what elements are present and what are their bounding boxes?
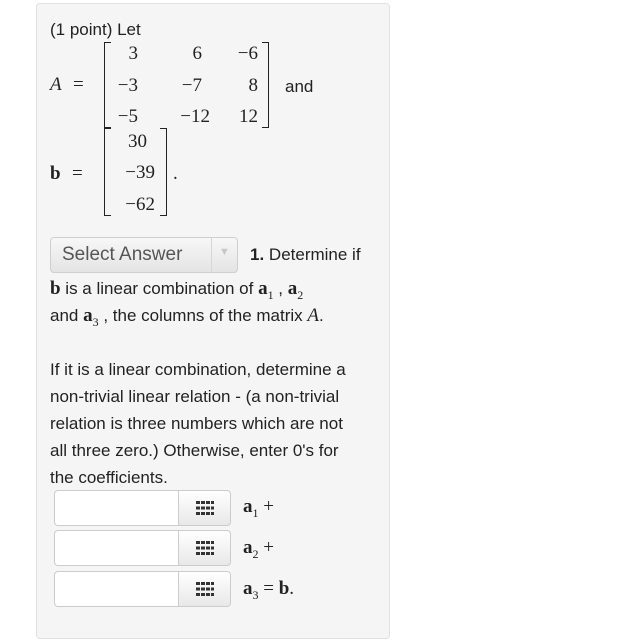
matrix-cell: −6	[237, 43, 258, 64]
coefficient-input-2[interactable]	[54, 530, 178, 566]
matrix-cell: 3	[128, 43, 138, 64]
coefficient-label-2: $a_2$ +	[243, 537, 274, 561]
vector-b-symbol: b	[50, 278, 61, 299]
question-line-2	[50, 278, 303, 306]
question-line-3	[50, 305, 324, 333]
grid-icon	[195, 581, 215, 597]
matrix-cell: −7	[181, 75, 202, 96]
vector-a2-symbol: $a_2$	[287, 278, 304, 302]
vector-period: .	[173, 163, 178, 184]
instruction-line: all three zero.) Otherwise, enter 0's for	[50, 441, 339, 460]
matrix-cell: −12	[180, 106, 210, 127]
coefficient-label-3: $a_3 = b$.	[243, 578, 295, 602]
instruction-line: non-trivial linear relation - (a non-trivial	[50, 387, 340, 406]
select-divider	[211, 238, 212, 272]
question-text: , the columns of the matrix	[98, 306, 308, 325]
coefficient-row-2	[54, 530, 231, 566]
and-text: and	[285, 77, 314, 96]
question-number: 1.	[250, 245, 265, 264]
chevron-down-icon: ▼	[219, 246, 230, 258]
vector-a3-symbol: $a_3$	[83, 305, 99, 329]
grid-icon	[195, 500, 215, 516]
instruction-line: If it is a linear combination, determine a	[50, 360, 346, 379]
coefficient-row-1	[54, 490, 231, 526]
vector-cell: 30	[128, 131, 147, 152]
question-text: and	[50, 306, 84, 325]
matrix-cell: 8	[248, 75, 258, 96]
matrix-cell: −3	[117, 75, 138, 96]
problem-intro: (1 point) Let	[50, 20, 141, 39]
vector-cell: −62	[125, 194, 155, 215]
question-text: is a linear combination of	[60, 279, 259, 298]
matrix-entry-button[interactable]	[178, 530, 231, 566]
matrix-cell: 6	[192, 43, 202, 64]
coefficient-input-3[interactable]	[54, 571, 178, 607]
instruction-line: relation is three numbers which are not	[50, 414, 343, 433]
equals-sign: =	[73, 74, 84, 95]
coefficient-label-1: $a_1$ +	[243, 496, 274, 520]
coefficient-input-1[interactable]	[54, 490, 178, 526]
equals-sign: =	[72, 163, 83, 184]
vector-name: b	[50, 163, 61, 184]
question-text: Determine if	[264, 245, 361, 264]
matrix-entry-button[interactable]	[178, 571, 231, 607]
vector-a1-symbol: $a_1$	[258, 278, 274, 302]
grid-icon	[195, 540, 215, 556]
matrix-a-symbol: A	[307, 305, 320, 326]
question-period: .	[319, 306, 324, 325]
matrix-entry-button[interactable]	[178, 490, 231, 526]
matrix-right-bracket	[262, 42, 269, 128]
instruction-line: the coefficients.	[50, 468, 168, 487]
select-label: Select Answer	[62, 244, 183, 265]
comma-text: ,	[273, 279, 288, 298]
question-line-1	[250, 244, 361, 266]
coefficient-row-3	[54, 571, 231, 607]
answer-select[interactable]	[50, 237, 238, 273]
matrix-cell: −5	[117, 106, 138, 127]
matrix-cell: 12	[239, 106, 258, 127]
matrix-name: A	[50, 74, 62, 95]
vector-right-bracket	[160, 128, 167, 216]
vector-cell: −39	[125, 162, 155, 183]
